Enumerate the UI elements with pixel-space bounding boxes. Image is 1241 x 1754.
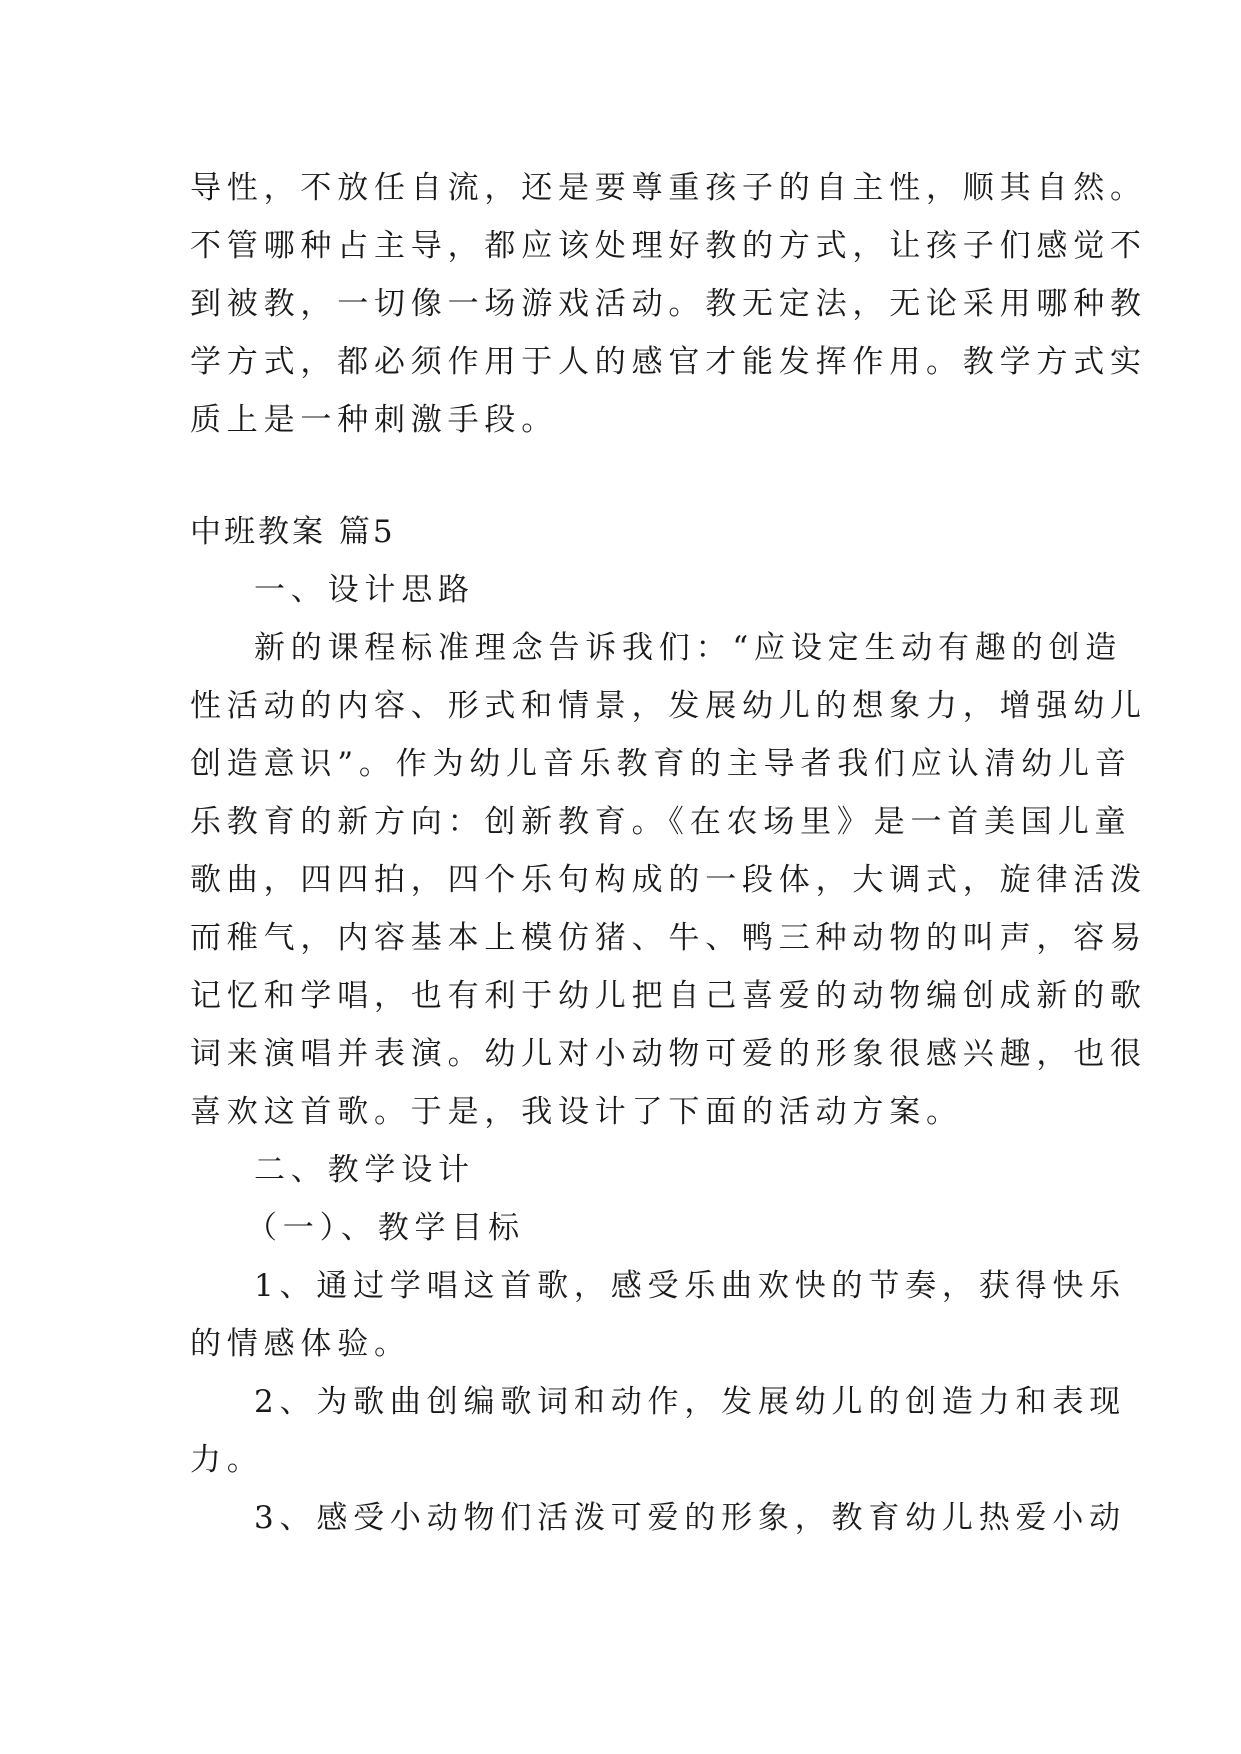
paragraph-line: 记忆和学唱，也有利于幼儿把自己喜爱的动物编创成新的歌 — [190, 978, 1147, 1014]
goal-line: 2、为歌曲创编歌词和动作，发展幼儿的创造力和表现 — [254, 1384, 1126, 1420]
paragraph-line: 而稚气，内容基本上模仿猪、牛、鸭三种动物的叫声，容易 — [190, 920, 1147, 956]
paragraph-line: 质上是一种刺激手段。 — [190, 402, 558, 438]
paragraph-line: 创造意识”。作为幼儿音乐教育的主导者我们应认清幼儿音 — [190, 746, 1132, 782]
paragraph-line: 学方式，都必须作用于人的感官才能发挥作用。教学方式实 — [190, 344, 1147, 380]
heading-teaching-goals: （一）、教学目标 — [246, 1210, 525, 1246]
paragraph-line: 喜欢这首歌。于是，我设计了下面的活动方案。 — [190, 1094, 963, 1130]
heading-teaching-design: 二、教学设计 — [254, 1152, 475, 1188]
paragraph-line: 性活动的内容、形式和情景，发展幼儿的想象力，增强幼儿 — [190, 688, 1147, 724]
section-title: 中班教案 篇5 — [190, 514, 396, 550]
paragraph-line: 不管哪种占主导，都应该处理好教的方式，让孩子们感觉不 — [190, 228, 1147, 264]
goal-line: 3、感受小动物们活泼可爱的形象，教育幼儿热爱小动 — [254, 1500, 1126, 1536]
paragraph-line: 新的课程标准理念告诉我们：“应设定生动有趣的创造 — [254, 630, 1123, 666]
heading-design-idea: 一、设计思路 — [254, 572, 475, 608]
goal-line: 1、通过学唱这首歌，感受乐曲欢快的节奏，获得快乐 — [254, 1268, 1126, 1304]
paragraph-line: 歌曲，四四拍，四个乐句构成的一段体，大调式，旋律活泼 — [190, 862, 1147, 898]
paragraph-line: 乐教育的新方向：创新教育。《在农场里》是一首美国儿童 — [190, 804, 1132, 840]
goal-line: 的情感体验。 — [190, 1326, 411, 1362]
goal-line: 力。 — [190, 1442, 264, 1478]
paragraph-line: 导性，不放任自流，还是要尊重孩子的自主性，顺其自然。 — [190, 170, 1147, 206]
paragraph-line: 到被教，一切像一场游戏活动。教无定法，无论采用哪种教 — [190, 286, 1147, 322]
paragraph-line: 词来演唱并表演。幼儿对小动物可爱的形象很感兴趣，也很 — [190, 1036, 1147, 1072]
